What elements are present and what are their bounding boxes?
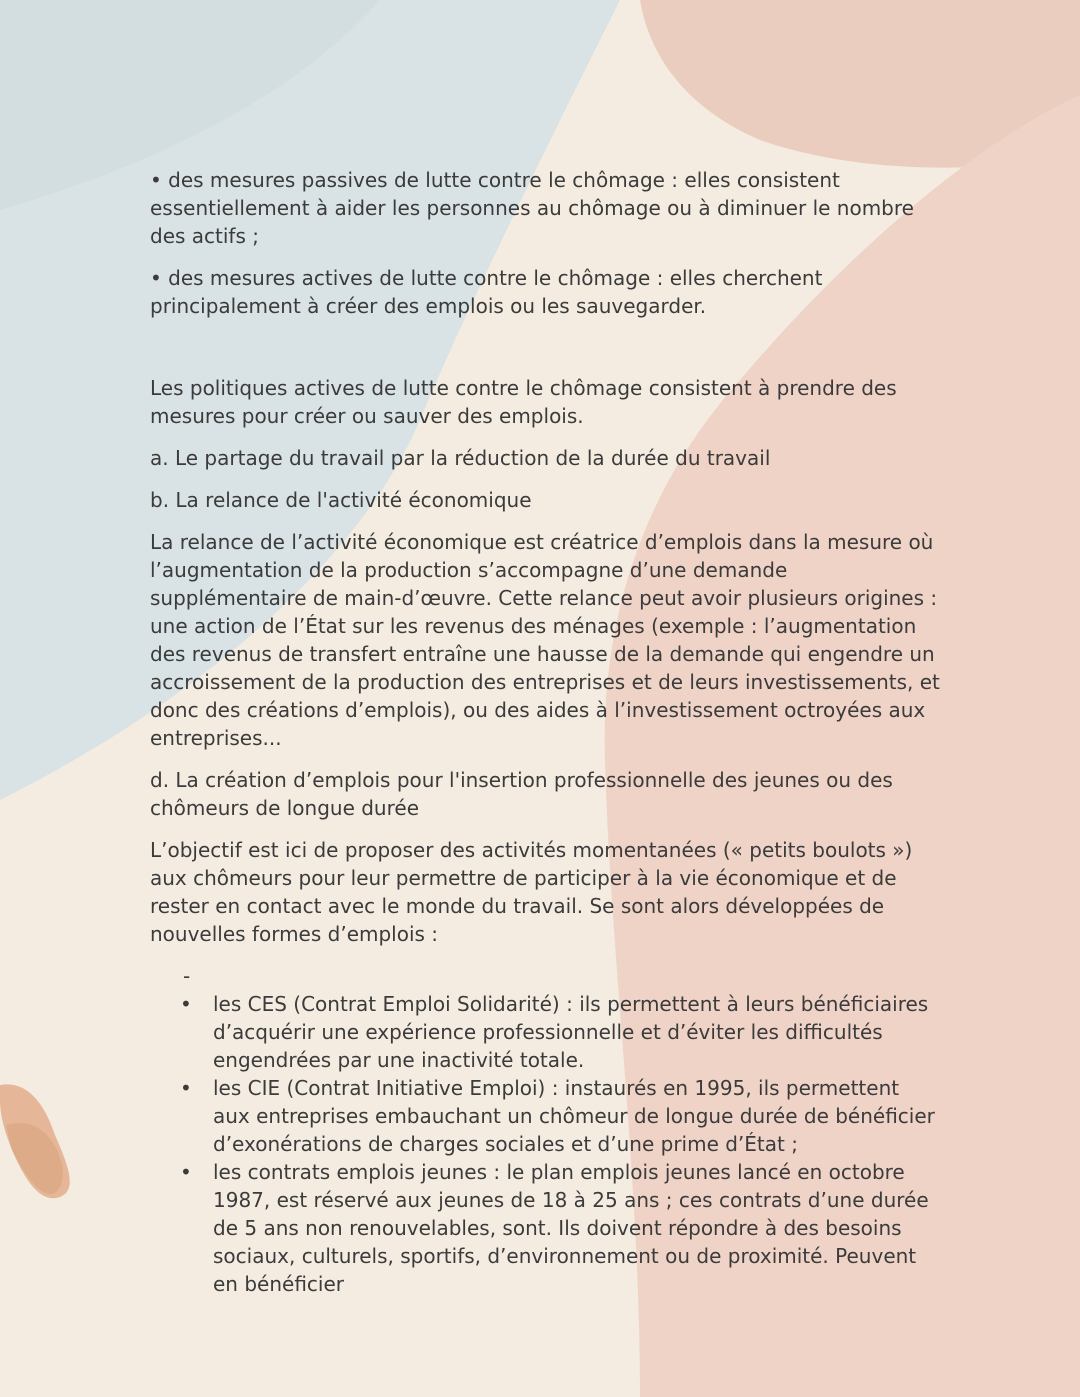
active-policies-paragraph: Les politiques actives de lutte contre le chômage consistent à prendre des mesures pour créer ou sauver des emplois. — [150, 376, 897, 428]
bullet-active-measures: • des mesures actives de lutte contre le chômage : elles cherchent principalement à créer des emplois ou les sauvegarder. — [150, 266, 823, 318]
list-item-cie: • les CIE (Contrat Initiative Emploi) : instaurés en 1995, ils permettent aux entreprises embauchant un chômeur de longue durée de bénéficier d’exonérations de charges sociales et d’une prime d’État ; — [213, 1074, 940, 1158]
bullet-passive-measures: • des mesures passives de lutte contre le chômage : elles consistent essentiellement à aider les personnes au chômage ou à diminuer le nombre des actifs ; — [150, 168, 914, 248]
relance-paragraph: La relance de l’activité économique est créatrice d’emplois dans la mesure où l’augmentation de la production s’accompagne d’une demande supplémentaire de main-d’œuvre. Cette relance peut avoir plusieurs origines : une action de l’État sur les revenus des ménages (exemple : l’augmentation des revenus de transfert entraîne une hausse de la demande qui engendre un accroissement de la production des entreprises et de leurs investissements, et donc des créations d’emplois), ou des aides à l’investissement octroyées aux entreprises... — [150, 530, 940, 750]
objectif-paragraph: L’objectif est ici de proposer des activités momentanées (« petits boulots ») aux chômeurs pour leur permettre de participer à la vie économique et de rester en contact avec le monde du travail. Se sont alors développées de nouvelles formes d’emplois : — [150, 838, 913, 946]
section-heading-d: d. La création d’emplois pour l'insertion professionnelle des jeunes ou des chômeurs de longue durée — [150, 768, 893, 820]
section-heading-a: a. Le partage du travail par la réduction de la durée du travail — [150, 446, 771, 470]
document-body — [150, 166, 940, 1298]
list-item-ces: • les CES (Contrat Emploi Solidarité) : ils permettent à leurs bénéficiaires d’acquérir une expérience professionnelle et d’éviter les difficultés engendrées par une inactivité totale. — [213, 990, 940, 1074]
list-item-emplois-jeunes: • les contrats emplois jeunes : le plan emplois jeunes lancé en octobre 1987, est réservé aux jeunes de 18 à 25 ans ; ces contrats d’une durée de 5 ans non renouvelables, sont. Ils doivent répondre à des besoins sociaux, culturels, sportifs, d’environnement ou de proximité. Peuvent en bénéficier — [213, 1158, 940, 1298]
list-dash: - — [183, 964, 191, 988]
contract-list — [150, 990, 940, 1298]
section-heading-b: b. La relance de l'activité économique — [150, 488, 532, 512]
